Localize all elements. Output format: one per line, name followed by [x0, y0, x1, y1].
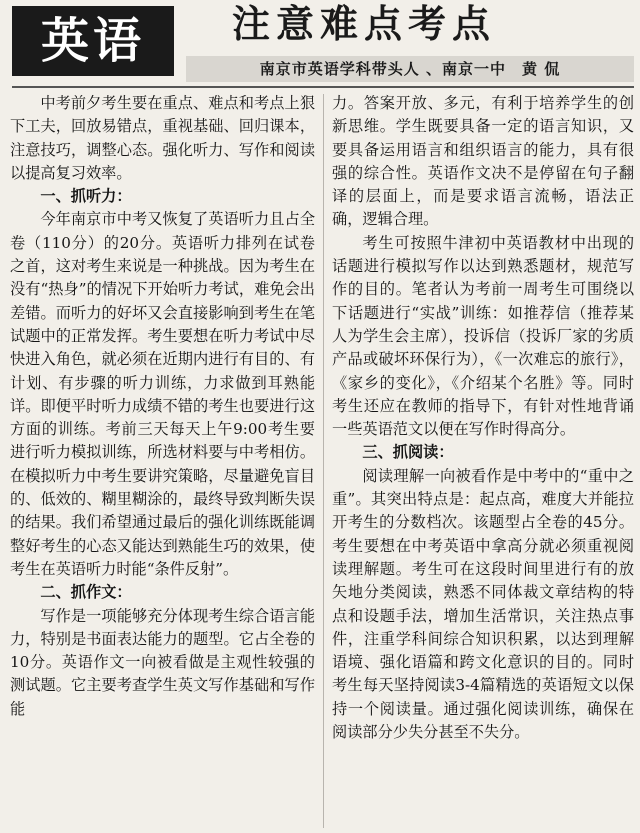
- column-badge: 英语: [12, 6, 174, 76]
- left-column: [10, 92, 315, 830]
- article-headline: 注意难点考点: [232, 1, 497, 46]
- writing-paragraph: 写作是一项能够充分体现考生综合语言能力，特别是书面表达能力的题型。它占全卷的10分。英语作文一向被看做是主观性较强的测试题。它主要考查学生英文写作基础和写作能: [10, 606, 315, 718]
- writing-practice-paragraph: 考生可按照牛津初中英语教材中出现的话题进行模拟写作以达到熟悉题材，规范写作的目的。笔者认为考前一周考生可围绕以下话题进行“实战”训练：如推荐信（推荐某人为学生会主席），投诉信（投诉厂家的劣质产品或破坏环保行为），《一次难忘的旅行》，《家乡的变化》，《介绍某个名胜》等。同时考生还应在教师的指导下，有针对性地背诵一些英语范文以便在写作时得高分。: [332, 233, 634, 439]
- section-heading-listening: 一、抓听力：: [40, 187, 132, 206]
- section-heading-writing: 二、抓作文：: [40, 583, 132, 602]
- right-column: [332, 92, 634, 830]
- column-divider: [323, 94, 324, 828]
- header-rule: [12, 86, 634, 88]
- writing-continuation: 力。答案开放、多元，有利于培养学生的创新思维。学生既要具备一定的语言知识，又要具备运用语言和组织语言的能力，具有很强的综合性。英语作文决不是停留在句子翻译的层面上，而是要求语言流畅，语法正确，逻辑合理。: [332, 94, 634, 229]
- section-heading-reading: 三、抓阅读：: [362, 443, 454, 462]
- author-byline: 南京市英语学科带头人 、南京一中 黄 侃: [186, 56, 634, 82]
- intro-paragraph: 中考前夕考生要在重点、难点和考点上狠下工夫，回放易错点，重视基础、回归课本，注意技巧，调整心态。强化听力、写作和阅读以提高复习效率。: [10, 94, 315, 182]
- reading-paragraph: 阅读理解一向被看作是中考中的“重中之重”。其突出特点是：起点高，难度大并能拉开考生的分数档次。该题型占全卷的45分。考生要想在中考英语中拿高分就必须重视阅读理解题。考生可在这段时间里进行有的放矢地分类阅读，熟悉不同体裁文章结构的特点和设题手法，增加生活常识，关注热点事件，注重学科间综合知识积累，以达到理解语境、强化语篇和跨文化意识的目的。同时考生每天坚持阅读3-4篇精选的英语短文以保持一个阅读量。通过强化阅读训练，确保在阅读部分少失分甚至不失分。: [332, 466, 634, 742]
- listening-paragraph: 今年南京市中考又恢复了英语听力且占全卷（110分）的20分。英语听力排列在试卷之首，这对考生来说是一种挑战。因为考生在没有“热身”的情况下开始听力考试，难免会出差错。而听力的好坏又会直接影响到考生在笔试题中的正常发挥。考生要想在听力考试中尽快进入角色，就必须在近期内进行有目的、有计划、有步骤的听力训练，力求做到耳熟能详。即便平时听力成绩不错的考生也要进行这方面的训练。考前三天每天上午9:00考生要进行听力模拟训练，所选材料要与中考相仿。在模拟听力中考生要讲究策略，尽量避免盲目的、低效的、糊里糊涂的，最终导致判断失误的结果。我们希望通过最后的强化训练既能调整好考生的心态又能达到熟能生巧的效果，使考生在英语听力时能“条件反射”。: [10, 210, 315, 578]
